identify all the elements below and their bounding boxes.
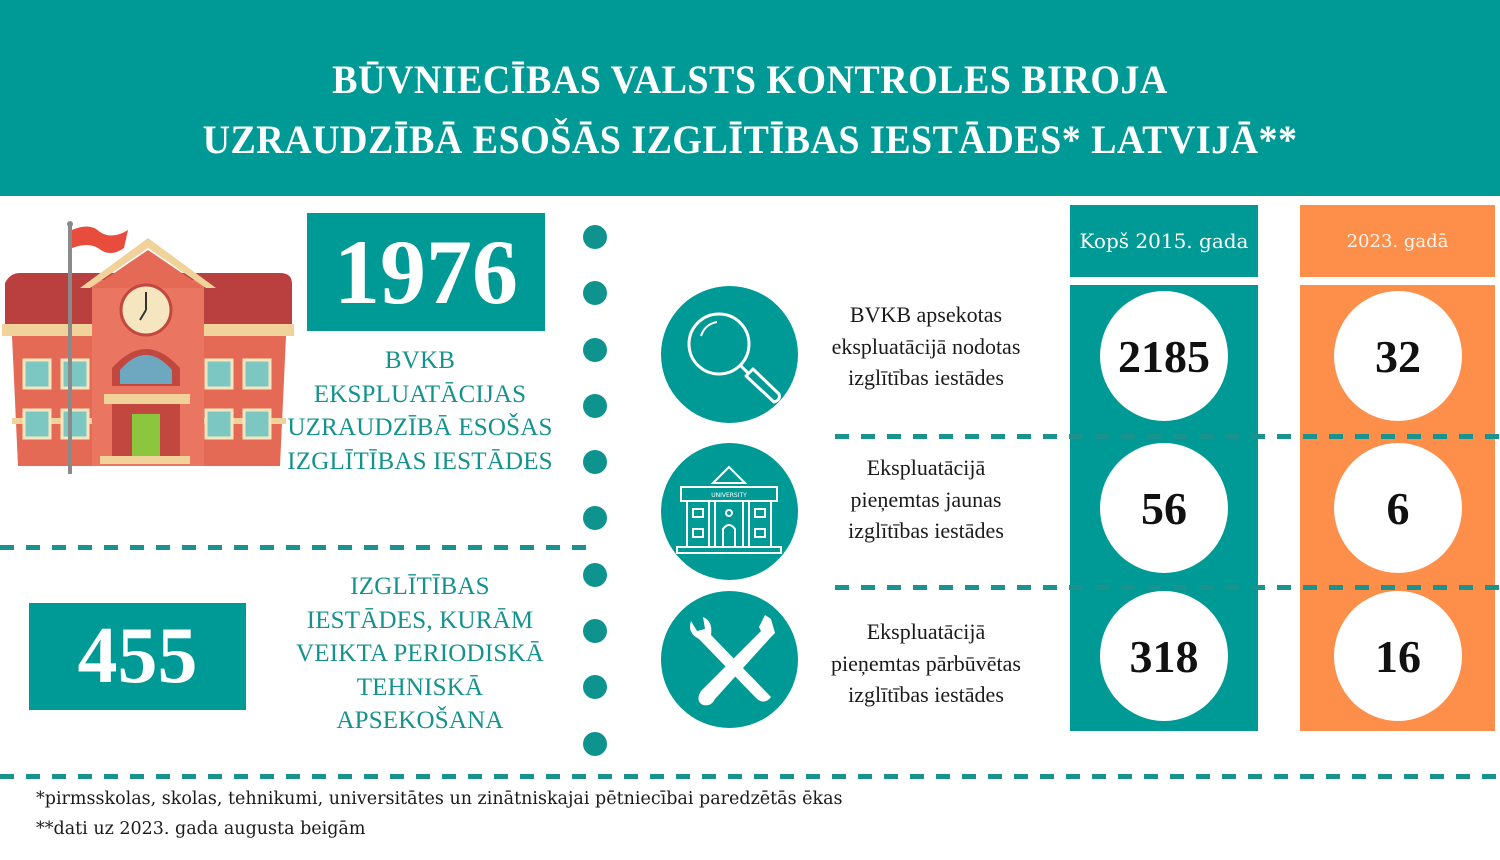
stat-1976-box (307, 213, 545, 331)
dot (583, 225, 607, 249)
label-line: izglītības iestādes (848, 365, 1004, 390)
dot (583, 732, 607, 756)
dot (583, 675, 607, 699)
row-1-icon-circle (661, 286, 798, 423)
dotted-separator (583, 225, 609, 788)
since-2015-header: Kopš 2015. gada (1070, 205, 1258, 277)
row-3-in-2023-value: 16 (1334, 591, 1462, 721)
stat-1976-value: 1976 (334, 221, 518, 323)
label-line: pieņemtas jaunas (850, 486, 1002, 512)
in-2023-header: 2023. gadā (1300, 205, 1495, 277)
stat-455-value: 455 (77, 612, 198, 700)
title-line-2: UZRAUDZĪBĀ ESOŠĀS IZGLĪTĪBAS IESTĀDES* LATVIJĀ** (202, 117, 1298, 162)
dot (583, 506, 607, 530)
caption-line: IZGLĪTĪBAS IESTĀDES (287, 447, 553, 475)
dot (583, 281, 607, 305)
school-building-icon (0, 218, 300, 478)
caption-line: TEHNISKĀ (356, 673, 484, 701)
caption-line: BVKB (384, 347, 456, 374)
caption-line: UZRAUDZĪBĀ ESOŠAS (287, 414, 553, 441)
row-3-label (795, 616, 1057, 711)
row-2-since-2015-value: 56 (1100, 443, 1228, 573)
row-divider (835, 585, 1500, 590)
footnote-1: *pirmsskolas, skolas, tehnikumi, universitātes un zinātniskajai pētniecībai paredzētās ēkas (36, 789, 843, 809)
label-line: ekspluatācijā nodotas (831, 333, 1021, 359)
label-line: izglītības iestādes (848, 518, 1004, 543)
row-1-in-2023-value: 32 (1334, 291, 1462, 421)
stat-455-caption (270, 570, 570, 738)
stat-1976-caption (270, 344, 570, 478)
row-3-since-2015-value: 318 (1100, 591, 1228, 721)
label-line: BVKB apsekotas (849, 302, 1003, 327)
row-2-icon-circle (661, 443, 798, 580)
title-line-1: BŪVNIECĪBAS VALSTS KONTROLES BIROJA (332, 57, 1168, 102)
row-2-in-2023-value: 6 (1334, 443, 1462, 573)
caption-line: IESTĀDES, KURĀM (306, 606, 534, 634)
caption-line: EKSPLUATĀCIJAS (313, 380, 527, 408)
row-3-icon-circle (661, 591, 798, 728)
row-1-since-2015-value: 2185 (1100, 291, 1228, 421)
label-line: Ekspluatācijā (866, 619, 986, 644)
footnote-2: **dati uz 2023. gada augusta beigām (36, 819, 366, 839)
row-1-label (795, 299, 1057, 394)
header-banner (0, 0, 1500, 196)
wrench-screwdriver-icon (661, 591, 798, 728)
university-building-icon (661, 443, 798, 580)
dot (583, 394, 607, 418)
dot (583, 450, 607, 474)
label-line: Ekspluatācijā (866, 455, 986, 480)
dashed-divider (0, 545, 590, 550)
dot (583, 338, 607, 362)
magnifier-icon (661, 286, 798, 423)
dot (583, 619, 607, 643)
stat-455-box (29, 603, 246, 710)
row-2-label (795, 452, 1057, 547)
label-line: izglītības iestādes (848, 682, 1004, 707)
dot (583, 563, 607, 587)
caption-line: VEIKTA PERIODISKĀ (296, 640, 544, 667)
svg-text:UNIVERSITY: UNIVERSITY (711, 492, 747, 499)
label-line: pieņemtas pārbūvētas (831, 650, 1021, 676)
row-divider (835, 434, 1500, 439)
caption-line: IZGLĪTĪBAS (350, 573, 490, 600)
caption-line: APSEKOŠANA (336, 707, 504, 734)
footer-divider (0, 774, 1500, 779)
